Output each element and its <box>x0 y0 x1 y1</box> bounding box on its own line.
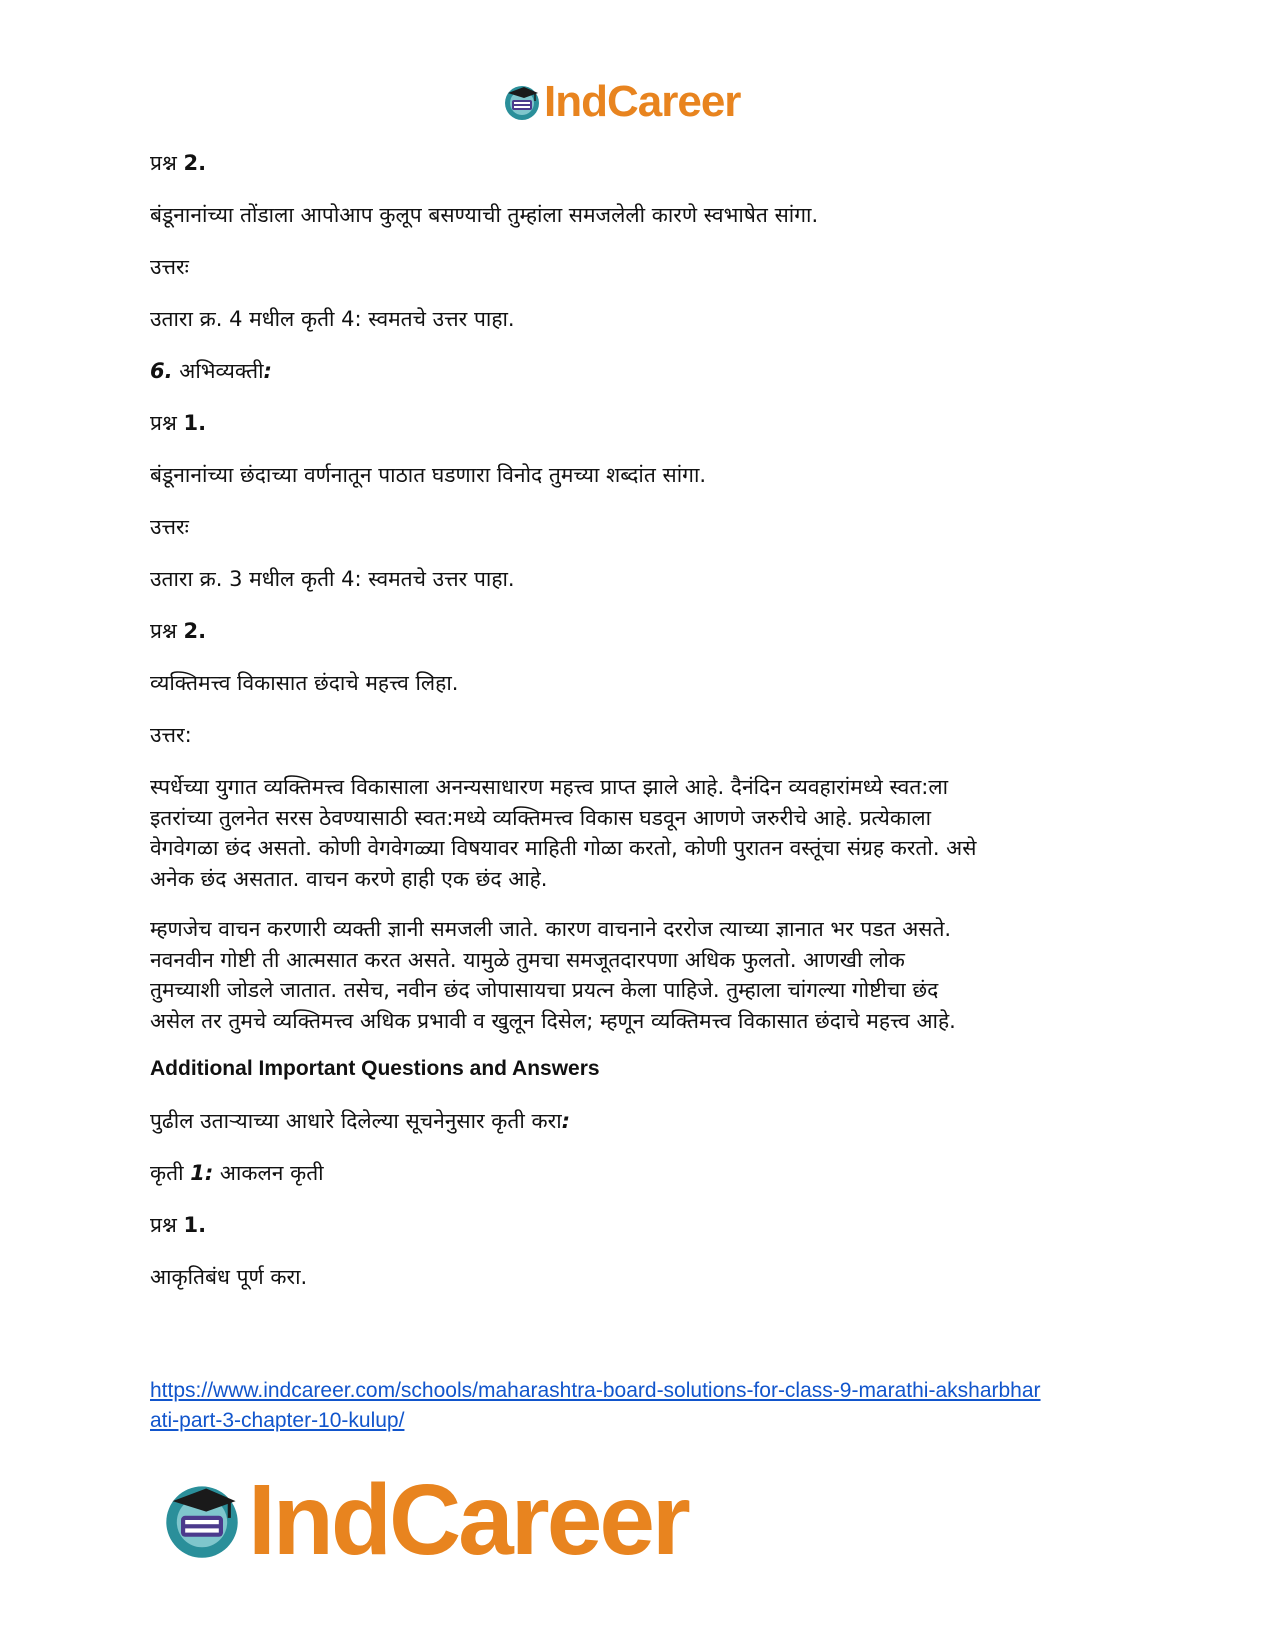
activity-label: कृती 1: आकलन कृती <box>150 1161 324 1185</box>
question-text: आकृतिबंध पूर्ण करा. <box>150 1265 308 1289</box>
question-label: प्रश्न 2. <box>150 619 207 643</box>
answer-text: उतारा क्र. 3 मधील कृती 4: स्वमतचे उत्तर पाहा. <box>150 567 515 591</box>
indcareer-logo-top <box>502 77 741 126</box>
instruction-text: पुढील उताऱ्याच्या आधारे दिलेल्या सूचनेनुसार कृती करा: <box>150 1109 571 1133</box>
question-text: व्यक्तिमत्त्व विकासात छंदाचे महत्त्व लिहा. <box>150 671 459 695</box>
question-label: प्रश्न 1. <box>150 1213 207 1237</box>
indcareer-logo-bottom <box>160 1464 688 1576</box>
graduate-globe-icon <box>502 82 542 122</box>
question-label: प्रश्न 2. <box>150 151 207 175</box>
answer-label: उत्तरः <box>150 515 189 539</box>
brand-name: IndCareer <box>248 1464 688 1576</box>
question-label: प्रश्न 1. <box>150 411 207 435</box>
answer-label: उत्तर: <box>150 723 192 747</box>
brand-name: IndCareer <box>544 77 741 126</box>
source-link[interactable]: https://www.indcareer.com/schools/maharashtra-board-solutions-for-class-9-marathi-aksharbhar ati-part-3-chapter-10-kulup/ <box>150 1379 1041 1432</box>
answer-paragraph: स्पर्धेच्या युगात व्यक्तिमत्त्व विकासाला अनन्यसाधारण महत्त्व प्राप्त झाले आहे. दैनंदिन व्यवहारांमध्ये स्वत:ला इतरांच्या तुलनेत सरस ठेवण्यासाठी स्वत:मध्ये व्यक्तिमत्त्व विकास घडवून आणणे जरुरीचे आहे. प्रत्येकाला वेगवेगळा छंद असतो. कोणी वेगवेगळ्या विषयावर माहिती गोळा करतो, कोणी पुरातन वस्तूंचा संग्रह करतो. असे अनेक छंद असतात. वाचन करणे हाही एक छंद आहे. <box>150 775 977 891</box>
question-text: बंडूनानांच्या छंदाच्या वर्णनातून पाठात घडणारा विनोद तुमच्या शब्दांत सांगा. <box>150 463 707 487</box>
answer-label: उत्तरः <box>150 255 189 279</box>
additional-questions-heading: Additional Important Questions and Answers <box>150 1057 600 1080</box>
question-text: बंडूनानांच्या तोंडाला आपोआप कुलूप बसण्याची तुम्हांला समजलेली कारणे स्वभाषेत सांगा. <box>150 203 819 227</box>
graduate-globe-icon <box>160 1478 244 1562</box>
answer-text: उतारा क्र. 4 मधील कृती 4: स्वमतचे उत्तर पाहा. <box>150 307 515 331</box>
answer-paragraph: म्हणजेच वाचन करणारी व्यक्ती ज्ञानी समजली जाते. कारण वाचनाने दररोज त्याच्या ज्ञानात भर पडत असते. नवनवीन गोष्टी ती आत्मसात करत असते. यामुळे तुमचा समजूतदारपणा अधिक फुलतो. आणखी लोक तुमच्याशी जोडले जातात. तसेच, नवीन छंद जोपासायचा प्रयत्न केला पाहिजे. तुम्हाला चांगल्या गोष्टीचा छंद असेल तर तुमचे व्यक्तिमत्त्व अधिक प्रभावी व खुलून दिसेल; म्हणून व्यक्तिमत्त्व विकासात छंदाचे महत्त्व आहे. <box>150 917 956 1033</box>
section-heading: 6. अभिव्यक्ती: <box>150 359 272 383</box>
